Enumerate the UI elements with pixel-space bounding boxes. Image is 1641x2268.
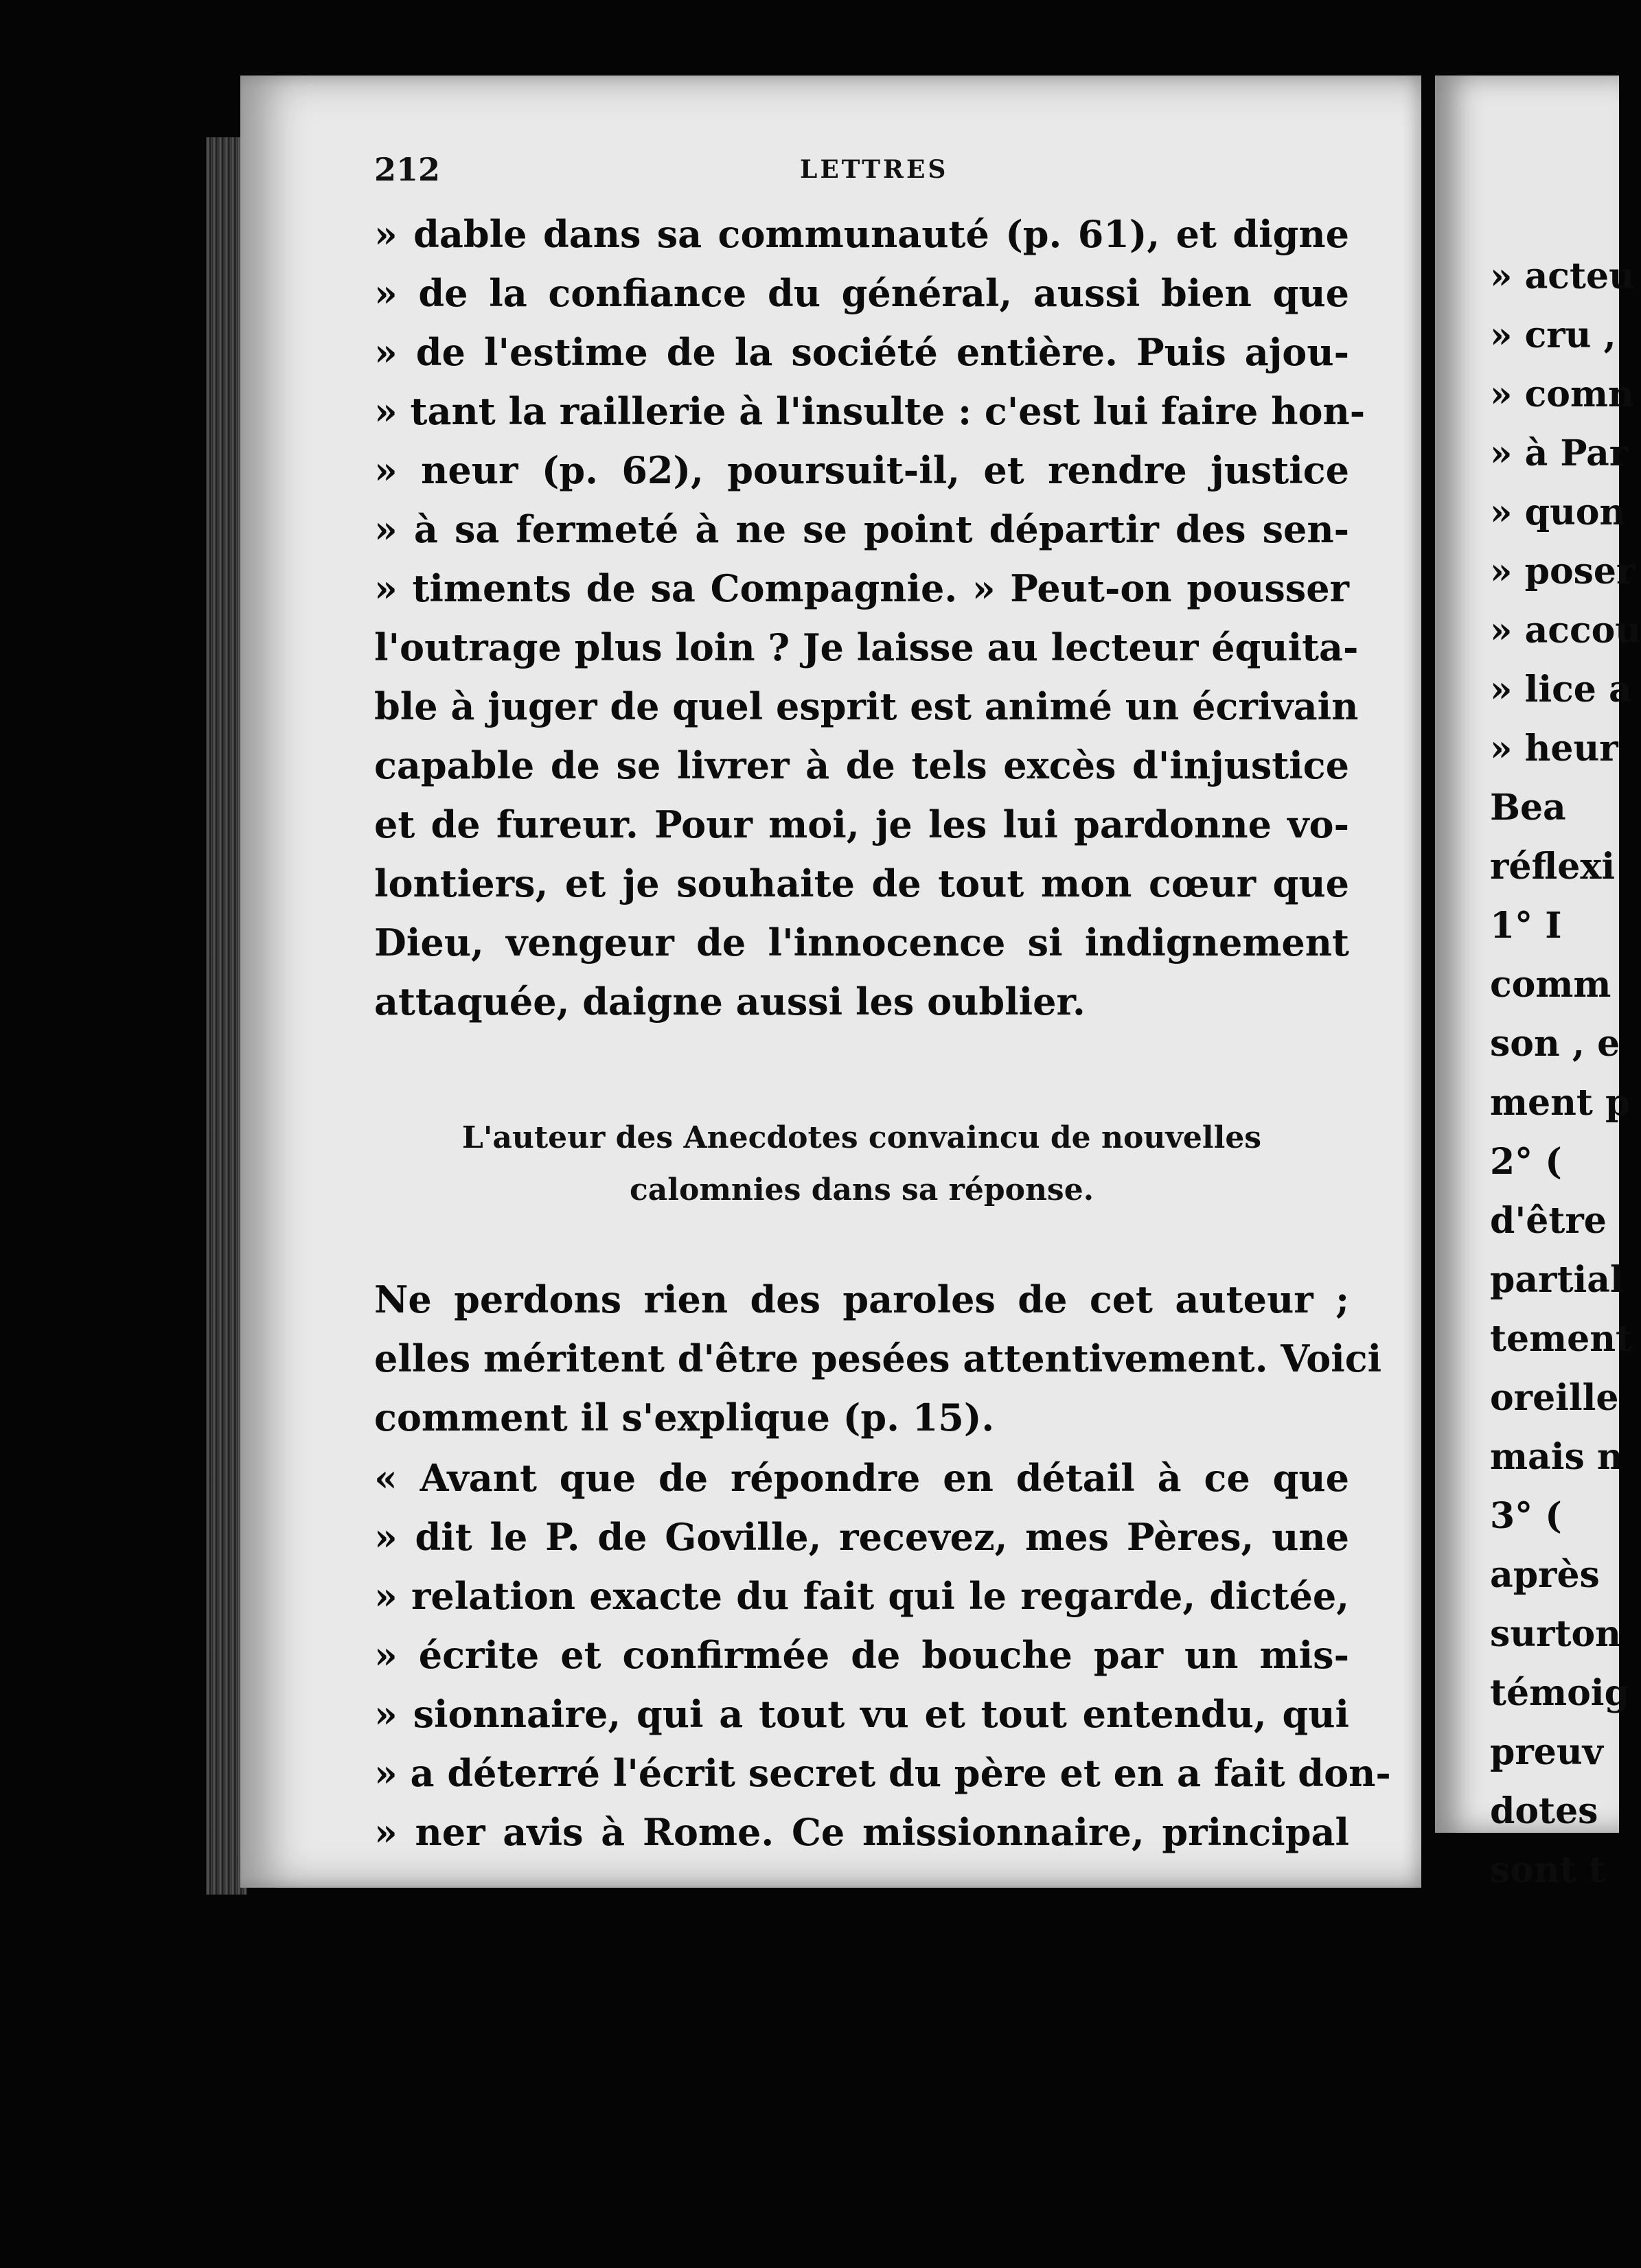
right-line: réflexi [1490,846,1616,888]
text-line: et de fureur. Pour moi, je les lui pardonne vo- [374,802,1349,846]
right-line: 1° I [1490,905,1562,947]
text-line: ble à juger de quel esprit est animé un écrivain [374,684,1359,728]
text-line: Ne perdons rien des paroles de cet auteur ; [374,1277,1349,1321]
right-line: après [1490,1554,1600,1596]
right-line: sont t [1490,1849,1605,1891]
right-line: dotes [1490,1790,1598,1832]
text-line: » à sa fermeté à ne se point départir des sen- [374,507,1349,551]
text-line: » relation exacte du fait qui le regarde, dictée, [374,1574,1349,1618]
text-line: Dieu, vengeur de l'innocence si indignement [374,921,1349,964]
text-line: elles méritent d'être pesées attentivement. Voici [374,1336,1382,1380]
right-line: ment p [1490,1082,1631,1124]
text-line: » de la confiance du général, aussi bien que [374,271,1349,315]
right-line: son , e [1490,1023,1620,1065]
heading-line: calomnies dans sa réponse. [629,1172,1094,1207]
running-title: LETTRES [800,155,949,184]
right-line: 2° ( [1490,1141,1562,1183]
page-number: 212 [374,151,441,188]
right-line: » poser [1490,551,1636,592]
right-line: » comn [1490,373,1634,415]
right-line: d'être [1490,1200,1607,1242]
right-line: » accou [1490,610,1641,651]
right-line: Bea [1490,787,1566,829]
text-line: » ner avis à Rome. Ce missionnaire, principal [374,1810,1349,1854]
right-line: mais n [1490,1436,1623,1478]
text-line: » neur (p. 62), poursuit-il, et rendre justice [374,448,1349,492]
right-line: » à Par [1490,432,1629,474]
right-line: oreille [1490,1377,1619,1419]
right-line: » acteu [1490,255,1635,297]
right-line: » heur [1490,728,1618,769]
text-line: lontiers, et je souhaite de tout mon cœur que [374,861,1349,905]
text-line: capable de se livrer à de tels excès d'injustice [374,743,1349,787]
right-line: » quon [1490,491,1626,533]
right-line: 3° ( [1490,1495,1562,1537]
paragraph-3 [374,1448,1391,1862]
right-line: tement [1490,1318,1633,1360]
text-line: » de l'estime de la société entière. Puis ajou- [374,330,1349,374]
right-line: preuv [1490,1731,1603,1773]
paragraph-1 [374,205,1366,1031]
text-line: » tant la raillerie à l'insulte : c'est lui faire hon- [374,389,1366,433]
heading-line: L'auteur des Anecdotes convaincu de nouvelles [461,1120,1262,1155]
text-line: » a déterré l'écrit secret du père et en a fait don- [374,1751,1391,1795]
right-line: partial [1490,1259,1624,1301]
text-line: attaquée, daigne aussi les oublier. [374,980,1086,1023]
right-line: témoig [1490,1672,1629,1714]
right-page-text [1490,247,1641,1900]
text-line: » dit le P. de Goville, recevez, mes Pères, une [374,1515,1349,1559]
section-heading [374,1112,1349,1216]
text-line: » timents de sa Compagnie. » Peut-on pousser [374,566,1349,610]
right-line: comm [1490,964,1611,1006]
page-header [374,151,1349,192]
text-line: » sionnaire, qui a tout vu et tout entendu, qui [374,1692,1349,1736]
text-line: » écrite et confirmée de bouche par un mis- [374,1633,1349,1677]
right-line: surton [1490,1613,1621,1655]
text-line: l'outrage plus loin ? Je laisse au lecteur équita- [374,625,1359,669]
text-line: comment il s'explique (p. 15). [374,1396,995,1439]
paragraph-2 [374,1270,1382,1447]
right-line: » cru , [1490,314,1616,356]
right-line: » lice a [1490,669,1632,710]
text-line: » dable dans sa communauté (p. 61), et digne [374,212,1349,256]
text-line: « Avant que de répondre en détail à ce que [374,1456,1349,1500]
